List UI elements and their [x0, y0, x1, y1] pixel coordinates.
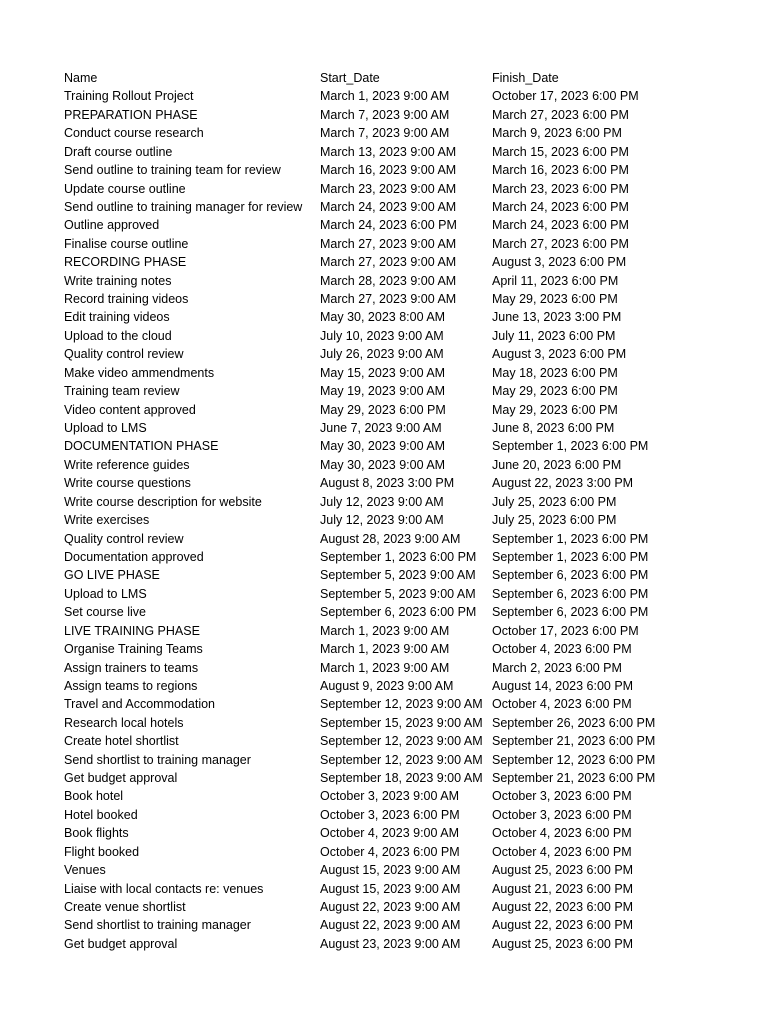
- finish-date-cell: September 12, 2023 6:00 PM: [492, 752, 656, 767]
- task-name-cell: Create venue shortlist: [64, 899, 186, 914]
- start-date-cell: March 1, 2023 9:00 AM: [320, 89, 450, 104]
- table-row: [64, 235, 764, 253]
- table-row: [64, 419, 764, 437]
- start-date-cell: August 22, 2023 9:00 AM: [320, 899, 461, 914]
- start-date-cell: March 27, 2023 9:00 AM: [320, 292, 457, 307]
- task-name-cell: Outline approved: [64, 218, 160, 233]
- start-date-cell: August 15, 2023 9:00 AM: [320, 881, 461, 896]
- finish-date-cell: August 14, 2023 6:00 PM: [492, 678, 634, 693]
- finish-date-cell: June 13, 2023 3:00 PM: [492, 310, 622, 325]
- finish-date-cell: June 8, 2023 6:00 PM: [492, 421, 615, 436]
- task-name-cell: Conduct course research: [64, 126, 204, 141]
- start-date-cell: March 24, 2023 6:00 PM: [320, 218, 457, 233]
- start-date-cell: September 1, 2023 6:00 PM: [320, 549, 477, 564]
- table-row: [64, 345, 764, 363]
- table-row: [64, 87, 764, 105]
- start-date-cell: September 18, 2023 9:00 AM: [320, 771, 483, 786]
- table-row: [64, 898, 764, 916]
- spreadsheet-page: [64, 69, 764, 953]
- task-name-cell: Quality control review: [64, 347, 184, 362]
- task-name-cell: Travel and Accommodation: [64, 697, 216, 712]
- finish-date-cell: March 15, 2023 6:00 PM: [492, 144, 629, 159]
- start-date-cell: March 28, 2023 9:00 AM: [320, 273, 457, 288]
- finish-date-cell: September 6, 2023 6:00 PM: [492, 586, 649, 601]
- table-header: [64, 69, 764, 87]
- table-row: [64, 493, 764, 511]
- finish-date-cell: May 29, 2023 6:00 PM: [492, 402, 618, 417]
- finish-date-cell: April 11, 2023 6:00 PM: [492, 273, 619, 288]
- finish-date-cell: October 4, 2023 6:00 PM: [492, 697, 632, 712]
- finish-date-cell: September 1, 2023 6:00 PM: [492, 531, 649, 546]
- start-date-cell: May 30, 2023 8:00 AM: [320, 310, 446, 325]
- start-date-cell: September 6, 2023 6:00 PM: [320, 605, 477, 620]
- task-name-cell: Venues: [64, 863, 106, 878]
- table-row: [64, 695, 764, 713]
- column-header-finish-date: Finish_Date: [492, 71, 559, 85]
- finish-date-cell: August 22, 2023 6:00 PM: [492, 918, 634, 933]
- start-date-cell: March 27, 2023 9:00 AM: [320, 236, 457, 251]
- task-name-cell: RECORDING PHASE: [64, 255, 187, 270]
- finish-date-cell: October 3, 2023 6:00 PM: [492, 789, 632, 804]
- table-row: [64, 806, 764, 824]
- task-name-cell: Hotel booked: [64, 807, 138, 822]
- task-name-cell: Create hotel shortlist: [64, 734, 179, 749]
- task-name-cell: Send shortlist to training manager: [64, 752, 251, 767]
- table-row: [64, 308, 764, 326]
- start-date-cell: September 5, 2023 9:00 AM: [320, 586, 476, 601]
- table-row: [64, 364, 764, 382]
- start-date-cell: September 5, 2023 9:00 AM: [320, 568, 476, 583]
- start-date-cell: May 29, 2023 6:00 PM: [320, 402, 446, 417]
- task-name-cell: Book hotel: [64, 789, 124, 804]
- start-date-cell: March 16, 2023 9:00 AM: [320, 163, 457, 178]
- finish-date-cell: May 29, 2023 6:00 PM: [492, 384, 618, 399]
- start-date-cell: March 7, 2023 9:00 AM: [320, 126, 450, 141]
- start-date-cell: July 26, 2023 9:00 AM: [320, 347, 444, 362]
- task-name-cell: Research local hotels: [64, 715, 184, 730]
- finish-date-cell: October 17, 2023 6:00 PM: [492, 89, 639, 104]
- finish-date-cell: October 4, 2023 6:00 PM: [492, 826, 632, 841]
- table-row: [64, 382, 764, 400]
- task-name-cell: Write training notes: [64, 273, 172, 288]
- finish-date-cell: March 23, 2023 6:00 PM: [492, 181, 629, 196]
- finish-date-cell: October 3, 2023 6:00 PM: [492, 807, 632, 822]
- table-row: [64, 714, 764, 732]
- task-name-cell: Book flights: [64, 826, 129, 841]
- finish-date-cell: August 3, 2023 6:00 PM: [492, 347, 627, 362]
- finish-date-cell: August 22, 2023 3:00 PM: [492, 476, 634, 491]
- finish-date-cell: May 29, 2023 6:00 PM: [492, 292, 618, 307]
- table-row: [64, 751, 764, 769]
- finish-date-cell: September 26, 2023 6:00 PM: [492, 715, 656, 730]
- start-date-cell: March 1, 2023 9:00 AM: [320, 642, 450, 657]
- finish-date-cell: July 25, 2023 6:00 PM: [492, 513, 617, 528]
- table-row: [64, 511, 764, 529]
- finish-date-cell: August 25, 2023 6:00 PM: [492, 936, 634, 951]
- task-name-cell: Documentation approved: [64, 549, 204, 564]
- table-row: [64, 106, 764, 124]
- table-row: [64, 401, 764, 419]
- table-row: [64, 161, 764, 179]
- table-row: [64, 880, 764, 898]
- table-row: [64, 180, 764, 198]
- start-date-cell: August 23, 2023 9:00 AM: [320, 936, 461, 951]
- header-row: [64, 69, 764, 87]
- task-table: [64, 69, 764, 953]
- start-date-cell: September 15, 2023 9:00 AM: [320, 715, 483, 730]
- task-name-cell: Quality control review: [64, 531, 184, 546]
- start-date-cell: July 10, 2023 9:00 AM: [320, 328, 444, 343]
- start-date-cell: October 4, 2023 9:00 AM: [320, 826, 459, 841]
- task-name-cell: Get budget approval: [64, 771, 178, 786]
- finish-date-cell: March 16, 2023 6:00 PM: [492, 163, 629, 178]
- table-row: [64, 566, 764, 584]
- task-name-cell: Upload to the cloud: [64, 328, 172, 343]
- start-date-cell: October 3, 2023 9:00 AM: [320, 789, 459, 804]
- start-date-cell: March 13, 2023 9:00 AM: [320, 144, 457, 159]
- column-header-name: Name: [64, 71, 98, 85]
- start-date-cell: May 30, 2023 9:00 AM: [320, 439, 446, 454]
- table-row: [64, 916, 764, 934]
- start-date-cell: August 28, 2023 9:00 AM: [320, 531, 461, 546]
- table-row: [64, 290, 764, 308]
- task-name-cell: Set course live: [64, 605, 146, 620]
- task-name-cell: Assign teams to regions: [64, 678, 198, 693]
- finish-date-cell: March 2, 2023 6:00 PM: [492, 660, 622, 675]
- finish-date-cell: March 9, 2023 6:00 PM: [492, 126, 622, 141]
- task-name-cell: Organise Training Teams: [64, 642, 203, 657]
- start-date-cell: May 30, 2023 9:00 AM: [320, 457, 446, 472]
- task-name-cell: Write reference guides: [64, 457, 190, 472]
- column-header-start-date: Start_Date: [320, 71, 380, 85]
- table-row: [64, 640, 764, 658]
- task-name-cell: Upload to LMS: [64, 421, 147, 436]
- start-date-cell: July 12, 2023 9:00 AM: [320, 513, 444, 528]
- finish-date-cell: September 1, 2023 6:00 PM: [492, 439, 649, 454]
- table-row: [64, 585, 764, 603]
- task-name-cell: Flight booked: [64, 844, 140, 859]
- table-row: [64, 861, 764, 879]
- table-row: [64, 474, 764, 492]
- start-date-cell: May 15, 2023 9:00 AM: [320, 365, 446, 380]
- task-name-cell: Record training videos: [64, 292, 189, 307]
- table-row: [64, 456, 764, 474]
- table-row: [64, 272, 764, 290]
- start-date-cell: March 23, 2023 9:00 AM: [320, 181, 457, 196]
- table-row: [64, 124, 764, 142]
- task-name-cell: Training team review: [64, 384, 180, 399]
- task-name-cell: Finalise course outline: [64, 236, 189, 251]
- task-name-cell: Send outline to training team for review: [64, 163, 281, 178]
- table-row: [64, 732, 764, 750]
- task-name-cell: GO LIVE PHASE: [64, 568, 160, 583]
- finish-date-cell: March 27, 2023 6:00 PM: [492, 236, 629, 251]
- table-row: [64, 769, 764, 787]
- table-row: [64, 824, 764, 842]
- task-name-cell: LIVE TRAINING PHASE: [64, 623, 200, 638]
- table-body: [64, 87, 764, 953]
- table-row: [64, 677, 764, 695]
- finish-date-cell: August 3, 2023 6:00 PM: [492, 255, 627, 270]
- finish-date-cell: July 25, 2023 6:00 PM: [492, 494, 617, 509]
- table-row: [64, 787, 764, 805]
- table-row: [64, 216, 764, 234]
- start-date-cell: October 3, 2023 6:00 PM: [320, 807, 460, 822]
- start-date-cell: August 8, 2023 3:00 PM: [320, 476, 455, 491]
- task-name-cell: Write course description for website: [64, 494, 262, 509]
- task-name-cell: Edit training videos: [64, 310, 170, 325]
- start-date-cell: March 1, 2023 9:00 AM: [320, 660, 450, 675]
- table-row: [64, 603, 764, 621]
- task-name-cell: Send shortlist to training manager: [64, 918, 251, 933]
- start-date-cell: July 12, 2023 9:00 AM: [320, 494, 444, 509]
- finish-date-cell: March 24, 2023 6:00 PM: [492, 199, 629, 214]
- task-name-cell: Draft course outline: [64, 144, 173, 159]
- start-date-cell: August 22, 2023 9:00 AM: [320, 918, 461, 933]
- table-row: [64, 548, 764, 566]
- finish-date-cell: September 1, 2023 6:00 PM: [492, 549, 649, 564]
- start-date-cell: October 4, 2023 6:00 PM: [320, 844, 460, 859]
- finish-date-cell: August 21, 2023 6:00 PM: [492, 881, 634, 896]
- finish-date-cell: October 4, 2023 6:00 PM: [492, 844, 632, 859]
- table-row: [64, 622, 764, 640]
- task-name-cell: Get budget approval: [64, 936, 178, 951]
- task-name-cell: Write exercises: [64, 513, 150, 528]
- task-name-cell: PREPARATION PHASE: [64, 107, 198, 122]
- start-date-cell: August 9, 2023 9:00 AM: [320, 678, 454, 693]
- start-date-cell: September 12, 2023 9:00 AM: [320, 752, 483, 767]
- start-date-cell: September 12, 2023 9:00 AM: [320, 734, 483, 749]
- start-date-cell: June 7, 2023 9:00 AM: [320, 421, 442, 436]
- start-date-cell: March 1, 2023 9:00 AM: [320, 623, 450, 638]
- table-row: [64, 437, 764, 455]
- table-row: [64, 935, 764, 953]
- start-date-cell: May 19, 2023 9:00 AM: [320, 384, 446, 399]
- task-name-cell: Make video ammendments: [64, 365, 215, 380]
- finish-date-cell: August 22, 2023 6:00 PM: [492, 899, 634, 914]
- table-row: [64, 143, 764, 161]
- table-row: [64, 198, 764, 216]
- start-date-cell: March 24, 2023 9:00 AM: [320, 199, 457, 214]
- finish-date-cell: May 18, 2023 6:00 PM: [492, 365, 618, 380]
- table-row: [64, 327, 764, 345]
- start-date-cell: March 27, 2023 9:00 AM: [320, 255, 457, 270]
- table-row: [64, 253, 764, 271]
- finish-date-cell: October 17, 2023 6:00 PM: [492, 623, 639, 638]
- task-name-cell: Write course questions: [64, 476, 191, 491]
- finish-date-cell: July 11, 2023 6:00 PM: [492, 328, 616, 343]
- task-name-cell: Send outline to training manager for review: [64, 199, 303, 214]
- finish-date-cell: September 6, 2023 6:00 PM: [492, 568, 649, 583]
- finish-date-cell: August 25, 2023 6:00 PM: [492, 863, 634, 878]
- finish-date-cell: March 24, 2023 6:00 PM: [492, 218, 629, 233]
- start-date-cell: September 12, 2023 9:00 AM: [320, 697, 483, 712]
- task-name-cell: DOCUMENTATION PHASE: [64, 439, 219, 454]
- finish-date-cell: September 6, 2023 6:00 PM: [492, 605, 649, 620]
- finish-date-cell: October 4, 2023 6:00 PM: [492, 642, 632, 657]
- task-name-cell: Upload to LMS: [64, 586, 147, 601]
- task-name-cell: Liaise with local contacts re: venues: [64, 881, 264, 896]
- start-date-cell: March 7, 2023 9:00 AM: [320, 107, 450, 122]
- table-row: [64, 843, 764, 861]
- task-name-cell: Update course outline: [64, 181, 186, 196]
- table-row: [64, 530, 764, 548]
- table-row: [64, 659, 764, 677]
- finish-date-cell: June 20, 2023 6:00 PM: [492, 457, 622, 472]
- start-date-cell: August 15, 2023 9:00 AM: [320, 863, 461, 878]
- task-name-cell: Assign trainers to teams: [64, 660, 199, 675]
- task-name-cell: Video content approved: [64, 402, 196, 417]
- finish-date-cell: September 21, 2023 6:00 PM: [492, 771, 656, 786]
- finish-date-cell: September 21, 2023 6:00 PM: [492, 734, 656, 749]
- task-name-cell: Training Rollout Project: [64, 89, 194, 104]
- finish-date-cell: March 27, 2023 6:00 PM: [492, 107, 629, 122]
